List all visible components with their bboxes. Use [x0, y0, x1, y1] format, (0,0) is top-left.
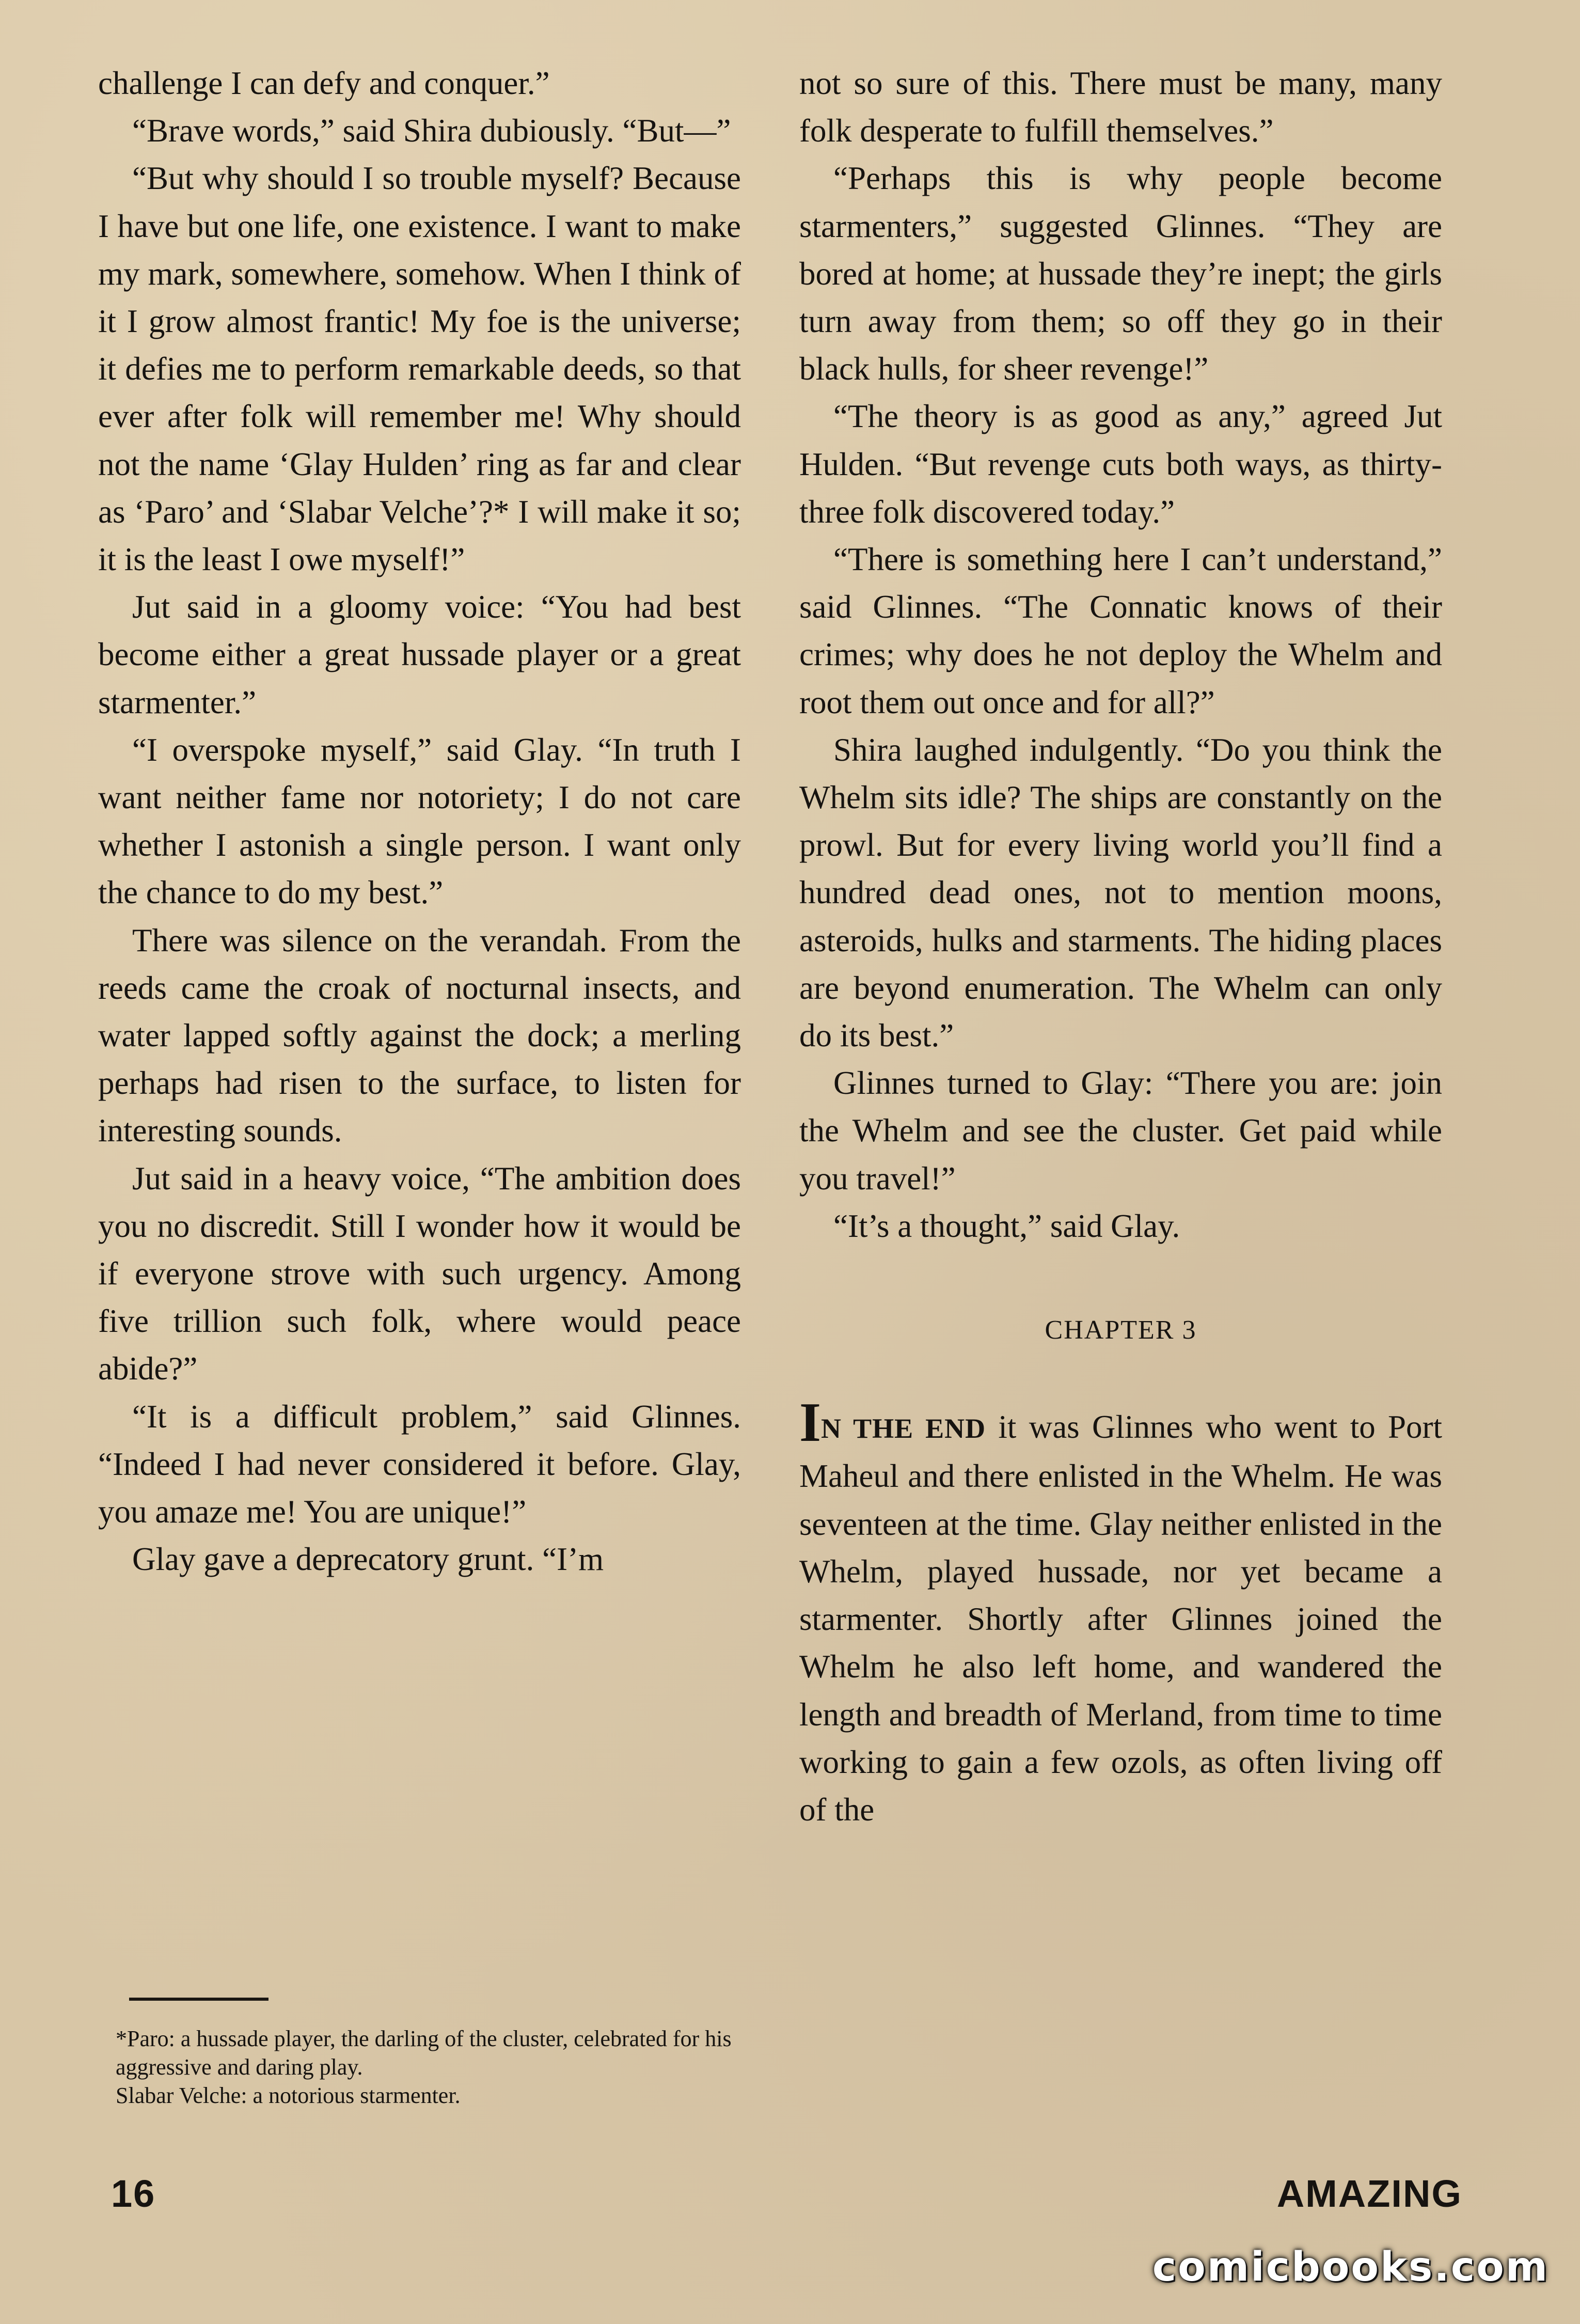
paragraph: Glinnes turned to Glay: “There you are: join the Whelm and see the cluster. Get paid while you travel!” — [799, 1065, 1442, 1197]
lead-small-caps: N THE END — [821, 1413, 986, 1444]
page-number: 16 — [111, 2172, 156, 2215]
paragraph: “It’s a thought,” said Glay. — [833, 1207, 1180, 1244]
chapter-text: it was Glinnes who went to Port Maheul and there enlisted in the Whelm. He was seventeen at the time. Glay neither enlisted in the Whelm, played hussade, nor yet became a starmenter. Shortly after Glinnes joined the Whelm he also left home, and wandered the length and breadth of Merland, from time to time working to gain a few ozols, as often living off of the — [799, 1409, 1443, 1828]
drop-initial: I — [799, 1392, 821, 1454]
paragraph: “There is something here I can’t understand,” said Glinnes. “The Connatic knows of their crimes; why does he not deploy the Whelm and root them out once and for all?” — [799, 541, 1442, 720]
footnote-rule — [129, 1998, 268, 2001]
right-column — [799, 59, 1442, 1833]
chapter-heading: CHAPTER 3 — [1045, 1315, 1197, 1345]
chapter-opening-paragraph — [799, 1392, 1443, 1833]
paragraph: challenge I can defy and conquer.” — [98, 65, 550, 101]
watermark: comicbooks.com — [1152, 2244, 1549, 2290]
paragraph: Jut said in a heavy voice, “The ambition does you no discredit. Still I wonder how it would be if everyone strove with such urgency. Among five trillion such folk, where would peace abide?” — [98, 1160, 741, 1387]
footnote — [116, 2024, 756, 2110]
paragraph: “Perhaps this is why people become starmenters,” suggested Glinnes. “They are bored at home; at hussade they’re inept; the girls turn away from them; so off they go in their black hulls, for sheer revenge!” — [799, 160, 1442, 387]
magazine-title: AMAZING — [1276, 2172, 1462, 2215]
paragraph: not so sure of this. There must be many, many folk desperate to fulfill themselves.” — [799, 65, 1442, 149]
footnote-line: *Paro: a hussade player, the darling of the cluster, celebrated for his aggressive and daring play. — [116, 2026, 732, 2080]
paragraph: Jut said in a gloomy voice: “You had best become either a great hussade player or a great starmenter.” — [98, 589, 741, 720]
paragraph: “Brave words,” said Shira dubiously. “But—” — [132, 113, 731, 149]
paragraph: Glay gave a deprecatory grunt. “I’m — [132, 1541, 604, 1578]
paragraph: “The theory is as good as any,” agreed Jut Hulden. “But revenge cuts both ways, as thirty-three folk discovered today.” — [799, 398, 1442, 530]
paragraph: There was silence on the verandah. From the reeds came the croak of nocturnal insects, and water lapped softly against the dock; a merling perhaps had risen to the surface, to listen for interesting sounds. — [98, 922, 741, 1149]
footnote-line: Slabar Velche: a notorious starmenter. — [116, 2083, 461, 2108]
left-column — [98, 59, 741, 1583]
paragraph: Shira laughed indulgently. “Do you think the Whelm sits idle? The ships are constantly on the prowl. But for every living world you’ll find a hundred dead ones, not to mention moons, asteroids, hulks and starments. The hiding places are beyond enumeration. The Whelm can only do its best.” — [799, 731, 1442, 1054]
paragraph: “But why should I so trouble myself? Because I have but one life, one existence. I want to make my mark, somewhere, somehow. When I think of it I grow almost frantic! My foe is the universe; it defies me to perform remarkable deeds, so that ever after folk will remember me! Why should not the name ‘Glay Hulden’ ring as far and clear as ‘Paro’ and ‘Slabar Velche’?* I will make it so; it is the least I owe myself!” — [98, 160, 741, 578]
paragraph: “I overspoke myself,” said Glay. “In truth I want neither fame nor notoriety; I do not care whether I astonish a single person. I want only the chance to do my best.” — [98, 731, 741, 911]
paragraph: “It is a difficult problem,” said Glinnes. “Indeed I had never considered it before. Glay, you amaze me! You are unique!” — [98, 1398, 741, 1530]
